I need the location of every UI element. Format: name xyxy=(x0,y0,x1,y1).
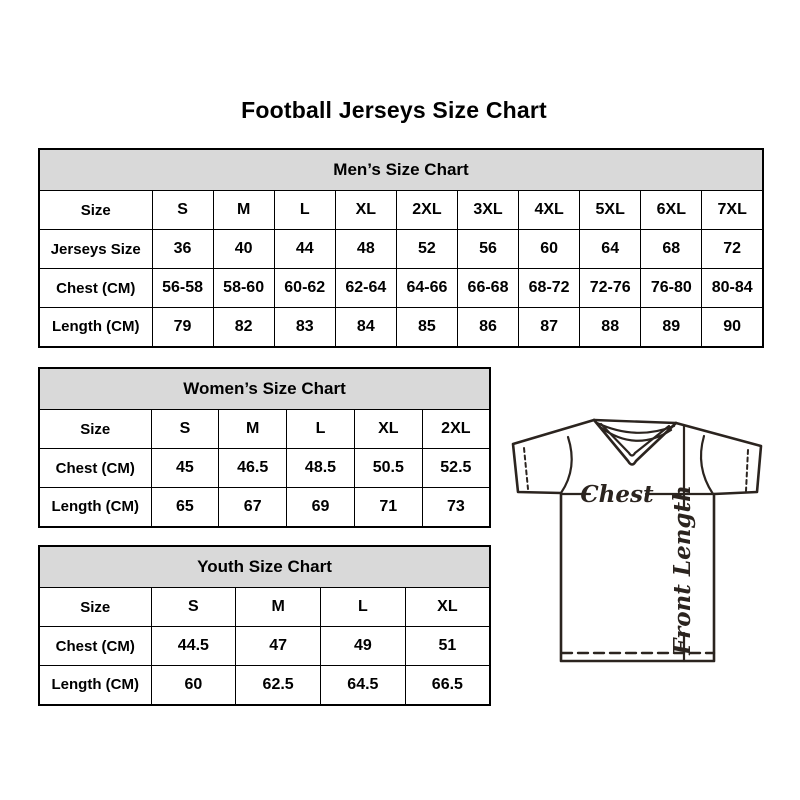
table-cell: XL xyxy=(405,588,490,627)
row-label-cell: Length (CM) xyxy=(39,666,151,705)
jersey-diagram xyxy=(498,408,778,678)
table-cell: 68 xyxy=(641,230,702,269)
jersey-cuff-dash-left-icon xyxy=(524,448,528,489)
table-cell: 45 xyxy=(151,449,219,488)
table-cell: 64.5 xyxy=(321,666,406,705)
mens-size-table xyxy=(38,148,764,348)
womens-size-table xyxy=(38,367,491,528)
table-cell: 50.5 xyxy=(354,449,422,488)
table-title: Youth Size Chart xyxy=(39,546,490,588)
row-label-cell: Chest (CM) xyxy=(39,449,151,488)
table-cell: 64-66 xyxy=(396,269,457,308)
table-cell: 46.5 xyxy=(219,449,287,488)
table-cell: 64 xyxy=(580,230,641,269)
row-label-cell: Chest (CM) xyxy=(39,627,151,666)
jersey-armhole-left-icon xyxy=(561,437,572,493)
table-cell: 4XL xyxy=(519,191,580,230)
table-cell: 48 xyxy=(335,230,396,269)
table-cell: 83 xyxy=(274,308,335,347)
table-row xyxy=(39,666,490,705)
table-cell: S xyxy=(151,410,219,449)
table-cell: 88 xyxy=(580,308,641,347)
table-cell: 5XL xyxy=(580,191,641,230)
table-cell: 47 xyxy=(236,627,321,666)
table-row xyxy=(39,588,490,627)
table-cell: 2XL xyxy=(396,191,457,230)
table-row xyxy=(39,269,763,308)
table-cell: XL xyxy=(354,410,422,449)
table-cell: 44 xyxy=(274,230,335,269)
table-cell: 2XL xyxy=(422,410,490,449)
table-cell: 48.5 xyxy=(287,449,355,488)
table-cell: 58-60 xyxy=(213,269,274,308)
table-cell: L xyxy=(287,410,355,449)
table-cell: 76-80 xyxy=(641,269,702,308)
jersey-outline-icon xyxy=(513,420,761,661)
table-cell: M xyxy=(219,410,287,449)
table-cell: 62-64 xyxy=(335,269,396,308)
table-cell: M xyxy=(236,588,321,627)
table-row xyxy=(39,230,763,269)
table-cell: S xyxy=(151,588,236,627)
table-cell: 56 xyxy=(457,230,518,269)
row-label-cell: Jerseys Size xyxy=(39,230,152,269)
front-length-measure-label: Front Length xyxy=(669,485,696,655)
table-cell: 36 xyxy=(152,230,213,269)
table-cell: 49 xyxy=(321,627,406,666)
table-row xyxy=(39,449,490,488)
table-cell: M xyxy=(213,191,274,230)
table-cell: 56-58 xyxy=(152,269,213,308)
table-cell: 79 xyxy=(152,308,213,347)
table-cell: 40 xyxy=(213,230,274,269)
page-title: Football Jerseys Size Chart xyxy=(241,97,547,123)
table-cell: 72-76 xyxy=(580,269,641,308)
table-title: Men’s Size Chart xyxy=(39,149,763,191)
row-label-cell: Length (CM) xyxy=(39,308,152,347)
table-cell: 62.5 xyxy=(236,666,321,705)
table-cell: 52.5 xyxy=(422,449,490,488)
table-cell: 60-62 xyxy=(274,269,335,308)
table-cell: 66.5 xyxy=(405,666,490,705)
table-cell: 67 xyxy=(219,488,287,527)
chest-measure-label: Chest xyxy=(580,481,654,508)
row-label-cell: Size xyxy=(39,410,151,449)
jersey-cuff-dash-right-icon xyxy=(746,450,748,491)
table-row xyxy=(39,488,490,527)
table-cell: 80-84 xyxy=(702,269,763,308)
table-row xyxy=(39,308,763,347)
table-cell: 69 xyxy=(287,488,355,527)
table-row xyxy=(39,627,490,666)
table-row xyxy=(39,410,490,449)
table-cell: 86 xyxy=(457,308,518,347)
table-cell: L xyxy=(321,588,406,627)
row-label-cell: Size xyxy=(39,588,151,627)
row-label-cell: Size xyxy=(39,191,152,230)
table-cell: 6XL xyxy=(641,191,702,230)
table-cell: 73 xyxy=(422,488,490,527)
table-cell: 87 xyxy=(519,308,580,347)
jersey-armhole-right-icon xyxy=(701,436,713,494)
table-cell: 89 xyxy=(641,308,702,347)
table-cell: 85 xyxy=(396,308,457,347)
table-cell: S xyxy=(152,191,213,230)
youth-size-table xyxy=(38,545,491,706)
row-label-cell: Length (CM) xyxy=(39,488,151,527)
table-title: Women’s Size Chart xyxy=(39,368,490,410)
table-cell: 51 xyxy=(405,627,490,666)
table-cell: 71 xyxy=(354,488,422,527)
table-cell: 90 xyxy=(702,308,763,347)
table-cell: 60 xyxy=(519,230,580,269)
table-cell: 66-68 xyxy=(457,269,518,308)
table-cell: 44.5 xyxy=(151,627,236,666)
table-cell: 84 xyxy=(335,308,396,347)
jersey-collar-top-icon xyxy=(594,420,676,423)
table-cell: 52 xyxy=(396,230,457,269)
table-cell: 68-72 xyxy=(519,269,580,308)
table-cell: 3XL xyxy=(457,191,518,230)
table-cell: 65 xyxy=(151,488,219,527)
table-cell: 72 xyxy=(702,230,763,269)
table-cell: 60 xyxy=(151,666,236,705)
table-row xyxy=(39,191,763,230)
table-cell: L xyxy=(274,191,335,230)
table-cell: 82 xyxy=(213,308,274,347)
table-cell: XL xyxy=(335,191,396,230)
row-label-cell: Chest (CM) xyxy=(39,269,152,308)
table-cell: 7XL xyxy=(702,191,763,230)
